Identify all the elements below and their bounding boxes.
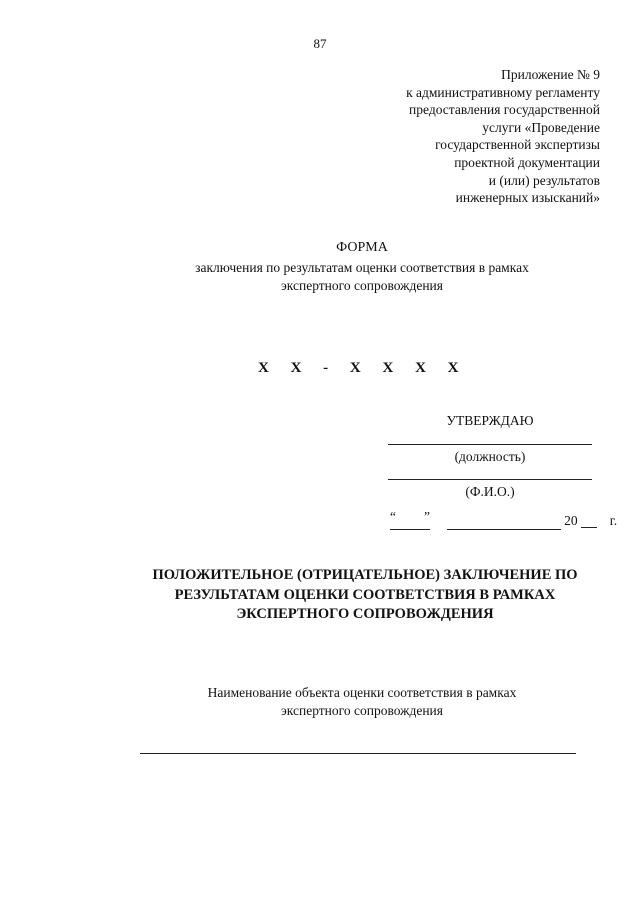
appendix-line: инженерных изысканий»: [455, 190, 600, 206]
name-line: [388, 479, 592, 480]
date-close-quote: ”: [424, 509, 430, 524]
form-subtitle-line: экспертного сопровождения: [280, 277, 443, 293]
heading-line: ЭКСПЕРТНОГО СОПРОВОЖДЕНИЯ: [236, 606, 494, 622]
form-subtitle: [0, 259, 640, 294]
object-name-label: [0, 684, 640, 719]
appendix-line: к административному регламенту: [406, 84, 600, 100]
position-line: [388, 444, 592, 445]
appendix-line: услуги «Проведение: [482, 119, 600, 135]
heading-line: РЕЗУЛЬТАТАМ ОЦЕНКИ СООТВЕТСТВИЯ В РАМКАХ: [174, 586, 556, 603]
date-year-prefix: 20: [564, 513, 578, 528]
position-caption: (должность): [454, 449, 526, 464]
page-number: 87: [313, 36, 327, 51]
date-month-field: [447, 513, 561, 530]
approval-date: [390, 509, 618, 530]
appendix-note: [330, 66, 600, 207]
appendix-line: и (или) результатов: [488, 172, 600, 188]
appendix-line: проектной документации: [454, 154, 600, 170]
conclusion-heading: [130, 566, 600, 625]
approval-label: УТВЕРЖДАЮ: [446, 413, 534, 428]
date-year-suffix: г.: [609, 513, 618, 528]
object-name-line: [140, 753, 576, 754]
form-title: ФОРМА: [336, 240, 388, 255]
document-code: Х Х - Х Х Х Х: [258, 360, 468, 376]
appendix-line: государственной экспертизы: [435, 137, 600, 153]
appendix-line: Приложение № 9: [501, 67, 600, 82]
appendix-line: предоставления государственной: [409, 102, 600, 118]
date-day-field: [390, 509, 430, 530]
date-open-quote: “: [390, 509, 396, 524]
heading-line: ПОЛОЖИТЕЛЬНОЕ (ОТРИЦАТЕЛЬНОЕ) ЗАКЛЮЧЕНИЕ ПО: [152, 567, 578, 583]
object-label-line: Наименование объекта оценки соответствия в рамках: [207, 685, 517, 700]
date-year-field: [581, 517, 597, 528]
name-caption: (Ф.И.О.): [465, 484, 515, 499]
object-label-line: экспертного сопровождения: [280, 702, 443, 718]
form-subtitle-line: заключения по результатам оценки соответствия в рамках: [195, 260, 529, 275]
